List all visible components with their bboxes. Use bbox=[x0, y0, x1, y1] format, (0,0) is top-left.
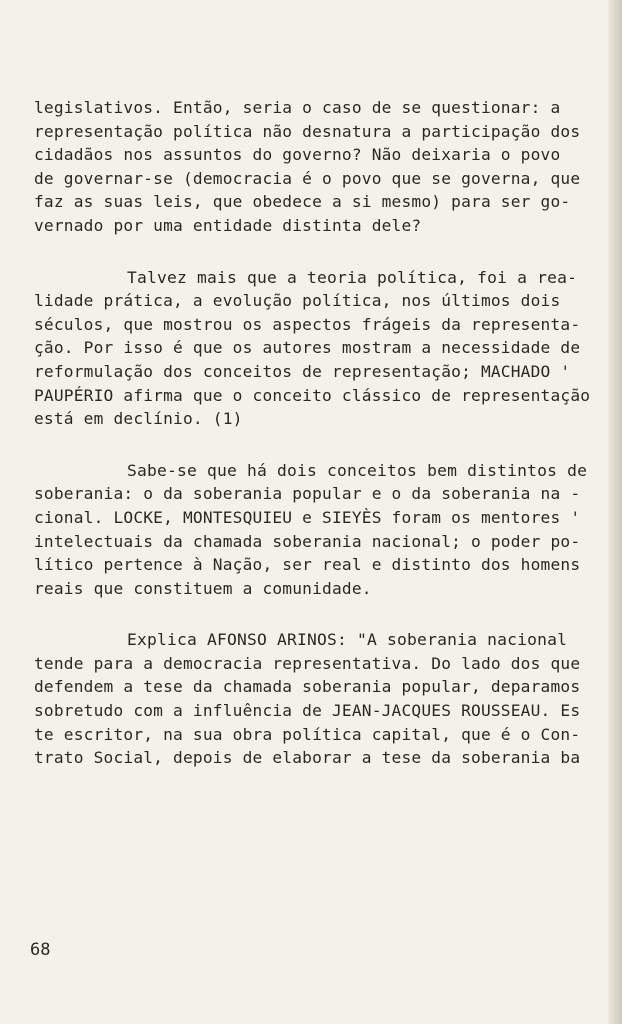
page-body-text bbox=[34, 96, 604, 798]
page-edge-shadow bbox=[608, 0, 622, 1024]
text-line: defendem a tese da chamada soberania popular, deparamos bbox=[34, 677, 581, 697]
text-line: trato Social, depois de elaborar a tese da soberania ba bbox=[34, 748, 581, 768]
text-line: reais que constituem a comunidade. bbox=[34, 578, 372, 598]
text-line: tende para a democracia representativa. Do lado dos que bbox=[34, 653, 581, 673]
text-line: séculos, que mostrou os aspectos frágeis da representa- bbox=[34, 314, 581, 334]
text-line: vernado por uma entidade distinta dele? bbox=[34, 215, 422, 235]
text-line: PAUPÉRIO afirma que o conceito clássico de representação bbox=[34, 385, 591, 405]
text-line: de governar-se (democracia é o povo que se governa, que bbox=[34, 168, 581, 188]
text-line: lítico pertence à Nação, ser real e distinto dos homens bbox=[34, 555, 581, 575]
text-line: sobretudo com a influência de JEAN-JACQUES ROUSSEAU. Es bbox=[34, 701, 581, 721]
text-line: Sabe-se que há dois conceitos bem distintos de bbox=[127, 460, 588, 480]
text-line: cidadãos nos assuntos do governo? Não deixaria o povo bbox=[34, 145, 561, 165]
text-line: faz as suas leis, que obedece a si mesmo) para ser go- bbox=[34, 192, 571, 212]
page-number: 68 bbox=[30, 940, 51, 960]
paragraph-3 bbox=[34, 459, 604, 601]
paragraph-1 bbox=[34, 96, 604, 238]
text-line: te escritor, na sua obra política capital, que é o Con- bbox=[34, 724, 581, 744]
text-line: Explica AFONSO ARINOS: "A soberania nacional bbox=[127, 630, 568, 650]
paragraph-2 bbox=[34, 266, 604, 431]
text-line: reformulação dos conceitos de representação; MACHADO ' bbox=[34, 361, 571, 381]
text-line: soberania: o da soberania popular e o da soberania na - bbox=[34, 484, 581, 504]
text-line: cional. LOCKE, MONTESQUIEU e SIEYÈS foram os mentores ' bbox=[34, 507, 581, 527]
paragraph-4 bbox=[34, 628, 604, 770]
text-line: representação política não desnatura a participação dos bbox=[34, 121, 581, 141]
text-line: legislativos. Então, seria o caso de se questionar: a bbox=[34, 98, 561, 117]
text-line: ção. Por isso é que os autores mostram a necessidade de bbox=[34, 338, 581, 358]
text-line: intelectuais da chamada soberania nacional; o poder po- bbox=[34, 531, 581, 551]
text-line: está em declínio. (1) bbox=[34, 409, 243, 429]
text-line: Talvez mais que a teoria política, foi a rea- bbox=[127, 267, 578, 287]
text-line: lidade prática, a evolução política, nos últimos dois bbox=[34, 291, 561, 311]
